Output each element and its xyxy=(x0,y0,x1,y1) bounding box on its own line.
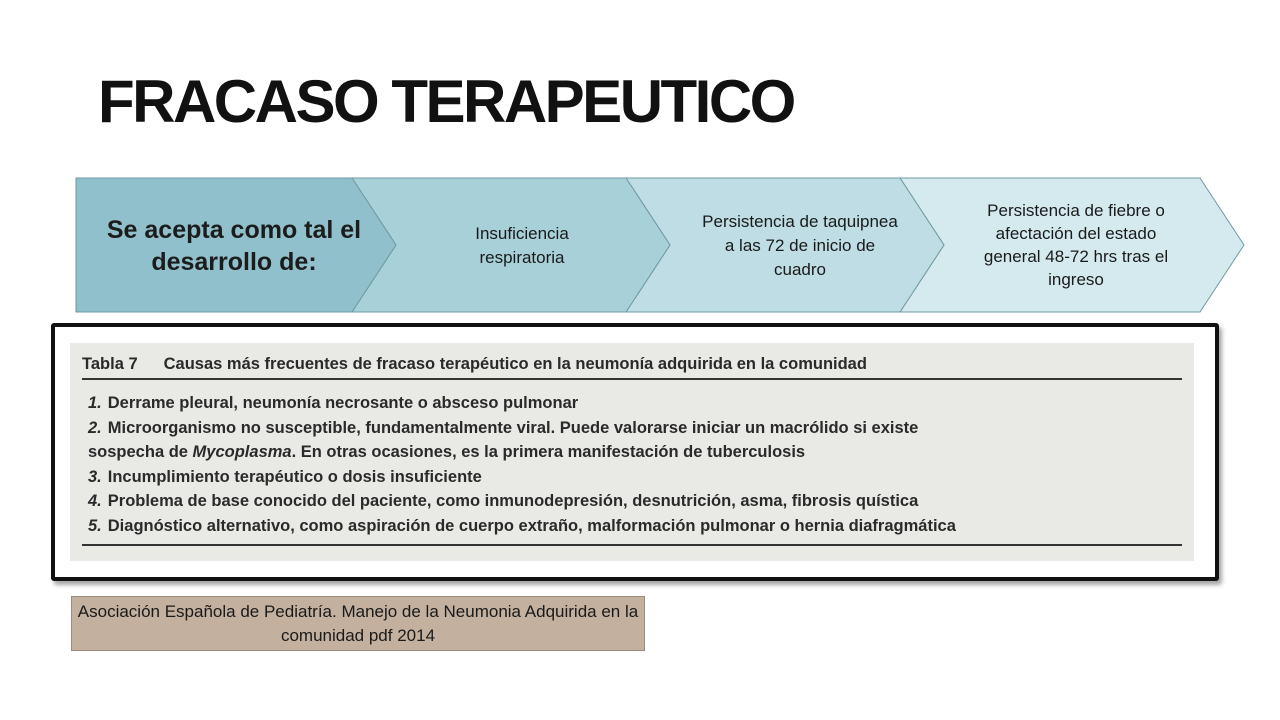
table-header xyxy=(82,350,1182,380)
row-text: Derrame pleural, neumonía necrosante o absceso pulmonar xyxy=(107,394,579,412)
table-caption: Causas más frecuentes de fracaso terapéutico en la neumonía adquirida en la comunidad xyxy=(163,354,867,373)
process-step-fever: Persistencia de fiebre o afectación del estado general 48-72 hrs tras el ingreso xyxy=(983,201,1169,289)
table-row-continuation xyxy=(88,440,1182,465)
table-image-frame xyxy=(51,323,1219,581)
row-text-italic: Mycoplasma xyxy=(192,443,292,461)
row-number: 5. xyxy=(88,516,102,535)
slide-title: FRACASO TERAPEUTICO xyxy=(98,68,794,135)
row-text: Problema de base conocido del paciente, como inmunodepresión, desnutrición, asma, fibrosis quística xyxy=(107,492,919,510)
table-panel xyxy=(70,343,1194,561)
row-text: Incumplimiento terapéutico o dosis insuficiente xyxy=(107,467,482,486)
row-number: 2. xyxy=(88,418,102,437)
row-number: 1. xyxy=(88,394,102,412)
table-row xyxy=(88,416,1182,441)
table-body xyxy=(88,391,1182,538)
row-number: 4. xyxy=(88,492,102,510)
table-row xyxy=(88,514,1182,539)
row-text: . En otras ocasiones, es la primera manifestación de tuberculosis xyxy=(291,443,806,461)
row-text: Microorganismo no susceptible, fundamentalmente viral. Puede valorarse iniciar un macrólido si existe xyxy=(107,418,919,437)
row-text: sospecha de xyxy=(88,443,193,461)
table-row xyxy=(88,465,1182,490)
process-lead-text: Se acepta como tal el desarrollo de: xyxy=(106,216,362,276)
citation-box: Asociación Española de Pediatría. Manejo de la Neumonia Adquirida en la comunidad pdf 2014 xyxy=(71,596,645,651)
row-text: Diagnóstico alternativo, como aspiración de cuerpo extraño, malformación pulmonar o hernia diafragmática xyxy=(107,516,956,535)
table-label: Tabla 7 xyxy=(82,354,138,373)
row-number: 3. xyxy=(88,467,102,486)
table-row xyxy=(88,489,1182,514)
table-bottom-rule xyxy=(82,544,1182,546)
process-step-tachypnea: Persistencia de taquipnea a las 72 de inicio de cuadro xyxy=(702,212,898,279)
table-row xyxy=(88,391,1182,416)
process-step-respiratory-failure: Insuficiencia respiratoria xyxy=(475,224,569,267)
